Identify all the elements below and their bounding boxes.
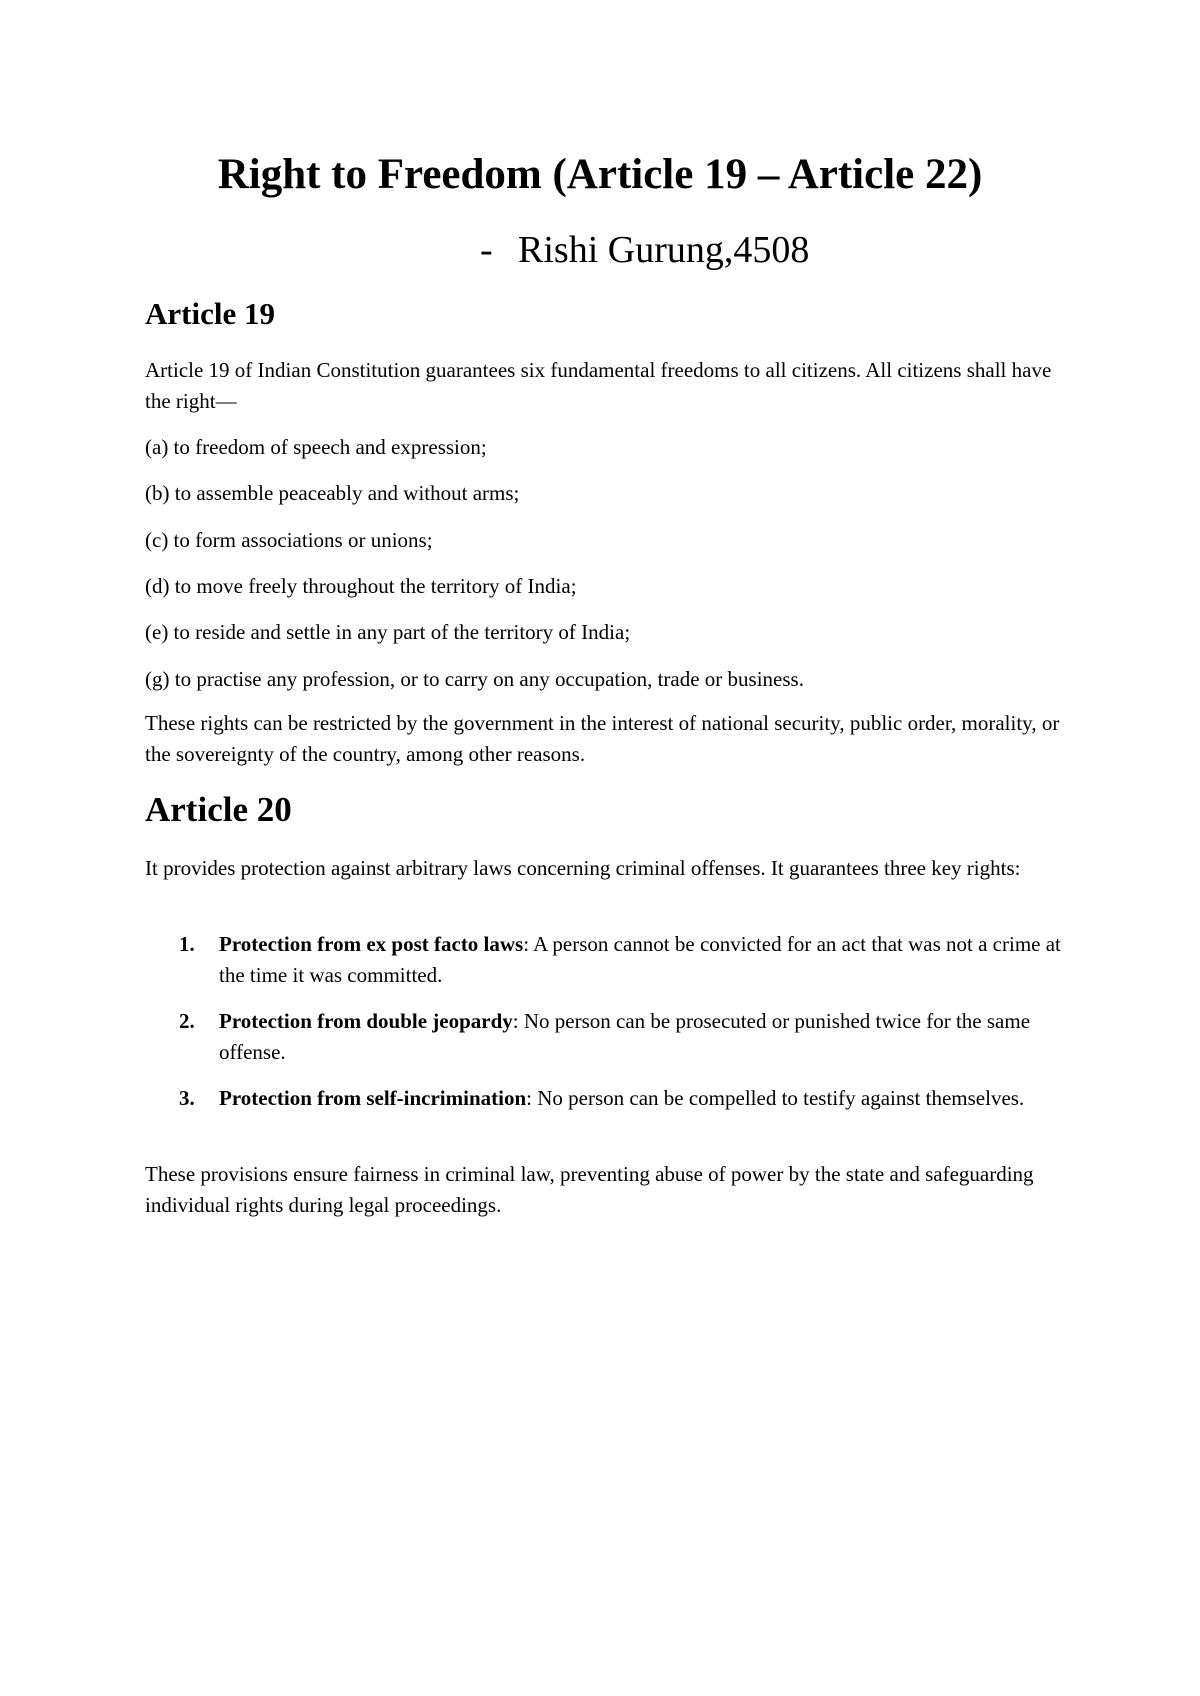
list-number: 3. (179, 1086, 195, 1110)
right-term: Protection from double jeopardy (219, 1009, 513, 1033)
freedom-item: (e) to reside and settle in any part of the territory of India; (145, 620, 631, 644)
freedom-item: (d) to move freely throughout the territory of India; (145, 574, 577, 598)
freedom-item: (c) to form associations or unions; (145, 528, 433, 552)
article-20-closing: These provisions ensure fairness in criminal law, preventing abuse of power by the state and safeguarding individual rights during legal proceedings. (145, 1162, 1034, 1217)
article-20-rights-list (145, 929, 1065, 1129)
list-item (145, 1006, 1065, 1068)
article-20-intro: It provides protection against arbitrary laws concerning criminal offenses. It guarantees three key rights: (145, 856, 1021, 880)
list-number: 1. (179, 932, 195, 956)
list-item (145, 1083, 1065, 1114)
article-19-closing: These rights can be restricted by the government in the interest of national security, public order, morality, or the sovereignty of the country, among other reasons. (145, 711, 1060, 766)
article-20-heading: Article 20 (145, 790, 292, 829)
right-description: : No person can be prosecuted or punished twice for the same offense. (219, 1009, 1031, 1064)
author-line (480, 228, 809, 272)
document-title: Right to Freedom (Article 19 – Article 22) (217, 151, 983, 198)
right-description: : No person can be compelled to testify against themselves. (526, 1086, 1025, 1110)
right-description: : A person cannot be convicted for an act that was not a crime at the time it was committed. (219, 932, 1061, 987)
author-dash: - (480, 229, 493, 271)
right-term: Protection from self-incrimination (219, 1086, 527, 1110)
right-term: Protection from ex post facto laws (219, 932, 524, 956)
author-name: Rishi Gurung,4508 (518, 229, 810, 271)
article-19-intro: Article 19 of Indian Constitution guarantees six fundamental freedoms to all citizens. All citizens shall have the right— (145, 358, 1052, 413)
freedom-item: (a) to freedom of speech and expression; (145, 435, 487, 459)
list-number: 2. (179, 1009, 195, 1033)
article-19-heading: Article 19 (145, 296, 275, 331)
freedom-item: (g) to practise any profession, or to carry on any occupation, trade or business. (145, 667, 804, 691)
freedom-item: (b) to assemble peaceably and without arms; (145, 481, 520, 505)
list-item (145, 929, 1065, 991)
